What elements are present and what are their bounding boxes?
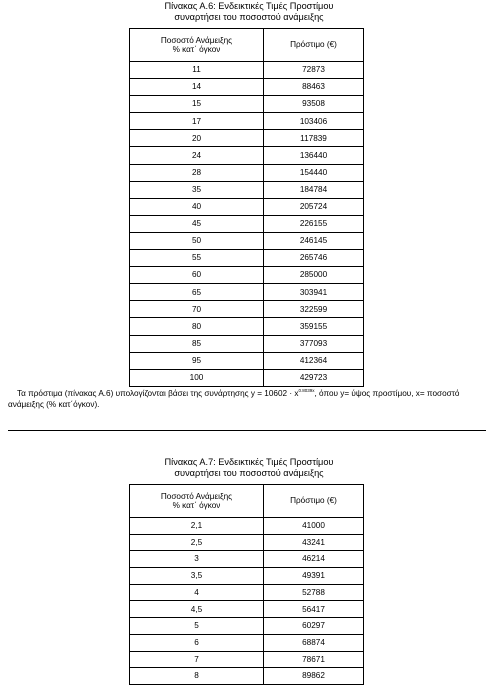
table-row [130,301,364,318]
percentage-cell: 3,5 [130,568,264,585]
percentage-cell: 55 [130,250,264,267]
percentage-cell: 2,5 [130,534,264,551]
percentage-cell: 35 [130,181,264,198]
table-a6-header-row [130,29,364,62]
table-a7-body [130,518,364,685]
table-row [130,284,364,301]
percentage-cell: 50 [130,232,264,249]
table-a6-header-percentage [130,29,264,62]
table-a6-caption [0,1,498,23]
table-a7-caption-line1: Πίνακας Α.7: Ενδεικτικές Τιμές Προστίμου [164,457,334,467]
fine-cell: 60297 [264,618,364,635]
fine-cell: 117839 [264,130,364,147]
fine-cell: 377093 [264,335,364,352]
fine-cell: 246145 [264,232,364,249]
fine-cell: 285000 [264,267,364,284]
table-row [130,62,364,79]
header-percentage-line2: % κατ΄ όγκον [172,45,221,54]
percentage-cell: 20 [130,130,264,147]
table-row [130,130,364,147]
table-row [130,164,364,181]
fine-cell: 359155 [264,318,364,335]
table-row [130,534,364,551]
table-row [130,181,364,198]
table-row [130,96,364,113]
table-row [130,551,364,568]
table-row [130,318,364,335]
fine-cell: 46214 [264,551,364,568]
table-row [130,267,364,284]
table-row [130,618,364,635]
table-row [130,147,364,164]
percentage-cell: 4 [130,584,264,601]
fine-cell: 154440 [264,164,364,181]
header-percentage-line1: Ποσοστό Ανάμειξης [160,491,233,501]
percentage-cell: 2,1 [130,518,264,535]
table-row [130,601,364,618]
table-row [130,79,364,96]
fine-cell: 136440 [264,147,364,164]
fine-cell: 49391 [264,568,364,585]
percentage-cell: 40 [130,198,264,215]
table-a7-header-percentage [130,485,264,518]
percentage-cell: 70 [130,301,264,318]
percentage-cell: 5 [130,618,264,635]
fine-cell: 78671 [264,651,364,668]
fine-cell: 41000 [264,518,364,535]
percentage-cell: 3 [130,551,264,568]
table-row [130,215,364,232]
percentage-cell: 28 [130,164,264,181]
table-a7-caption [0,457,498,479]
table-row [130,335,364,352]
fine-cell: 429723 [264,369,364,386]
table-row [130,651,364,668]
table-a7-header-row [130,485,364,518]
fine-cell: 103406 [264,113,364,130]
formula-note-text-before: Τα πρόστιμα (πίνακας Α.6) υπολογίζονται βάσει της συνάρτησης y = 10602 · x [17,389,299,398]
fine-cell: 93508 [264,96,364,113]
percentage-cell: 7 [130,651,264,668]
fine-cell: 72873 [264,62,364,79]
section-divider [8,430,486,431]
percentage-cell: 8 [130,668,264,685]
percentage-cell: 85 [130,335,264,352]
table-a6-body [130,62,364,387]
table-row [130,198,364,215]
fine-cell: 303941 [264,284,364,301]
percentage-cell: 4,5 [130,601,264,618]
table-row [130,250,364,267]
fine-cell: 43241 [264,534,364,551]
percentage-cell: 60 [130,267,264,284]
fine-cell: 56417 [264,601,364,618]
table-row [130,232,364,249]
table-a6-header-fine: Πρόστιμο (€) [264,29,364,62]
fine-cell: 52788 [264,584,364,601]
table-row [130,634,364,651]
fine-cell: 89862 [264,668,364,685]
table-a7-header-fine: Πρόστιμο (€) [264,485,364,518]
percentage-cell: 11 [130,62,264,79]
percentage-cell: 24 [130,147,264,164]
table-a7-caption-line2: συναρτήσει του ποσοστού ανάμειξης [174,468,324,478]
table-row [130,352,364,369]
fine-cell: 88463 [264,79,364,96]
formula-exponent: 0.8039x [298,388,315,393]
fine-cell: 68874 [264,634,364,651]
table-row [130,668,364,685]
fine-cell: 184784 [264,181,364,198]
formula-note-text-after: , όπου y= ύψος προστίμου, x= ποσοστό ανάμειξης (% κατ΄όγκον). [8,389,460,409]
fine-cell: 322599 [264,301,364,318]
percentage-cell: 100 [130,369,264,386]
percentage-cell: 15 [130,96,264,113]
percentage-cell: 6 [130,634,264,651]
table-row [130,584,364,601]
table-a7 [129,484,364,685]
fine-cell: 226155 [264,215,364,232]
fine-cell: 265746 [264,250,364,267]
fine-cell: 412364 [264,352,364,369]
percentage-cell: 80 [130,318,264,335]
fine-cell: 205724 [264,198,364,215]
table-a6 [129,28,364,387]
header-percentage-line1: Ποσοστό Ανάμειξης [160,35,233,45]
percentage-cell: 65 [130,284,264,301]
table-row [130,518,364,535]
header-percentage-line2: % κατ΄ όγκον [172,501,221,510]
table-a6-caption-line1: Πίνακας Α.6: Ενδεικτικές Τιμές Προστίμου [164,1,334,11]
percentage-cell: 14 [130,79,264,96]
formula-note [8,388,490,410]
percentage-cell: 95 [130,352,264,369]
percentage-cell: 17 [130,113,264,130]
percentage-cell: 45 [130,215,264,232]
table-a6-caption-line2: συναρτήσει του ποσοστού ανάμειξης [174,12,324,22]
table-row [130,369,364,386]
table-row [130,113,364,130]
table-row [130,568,364,585]
